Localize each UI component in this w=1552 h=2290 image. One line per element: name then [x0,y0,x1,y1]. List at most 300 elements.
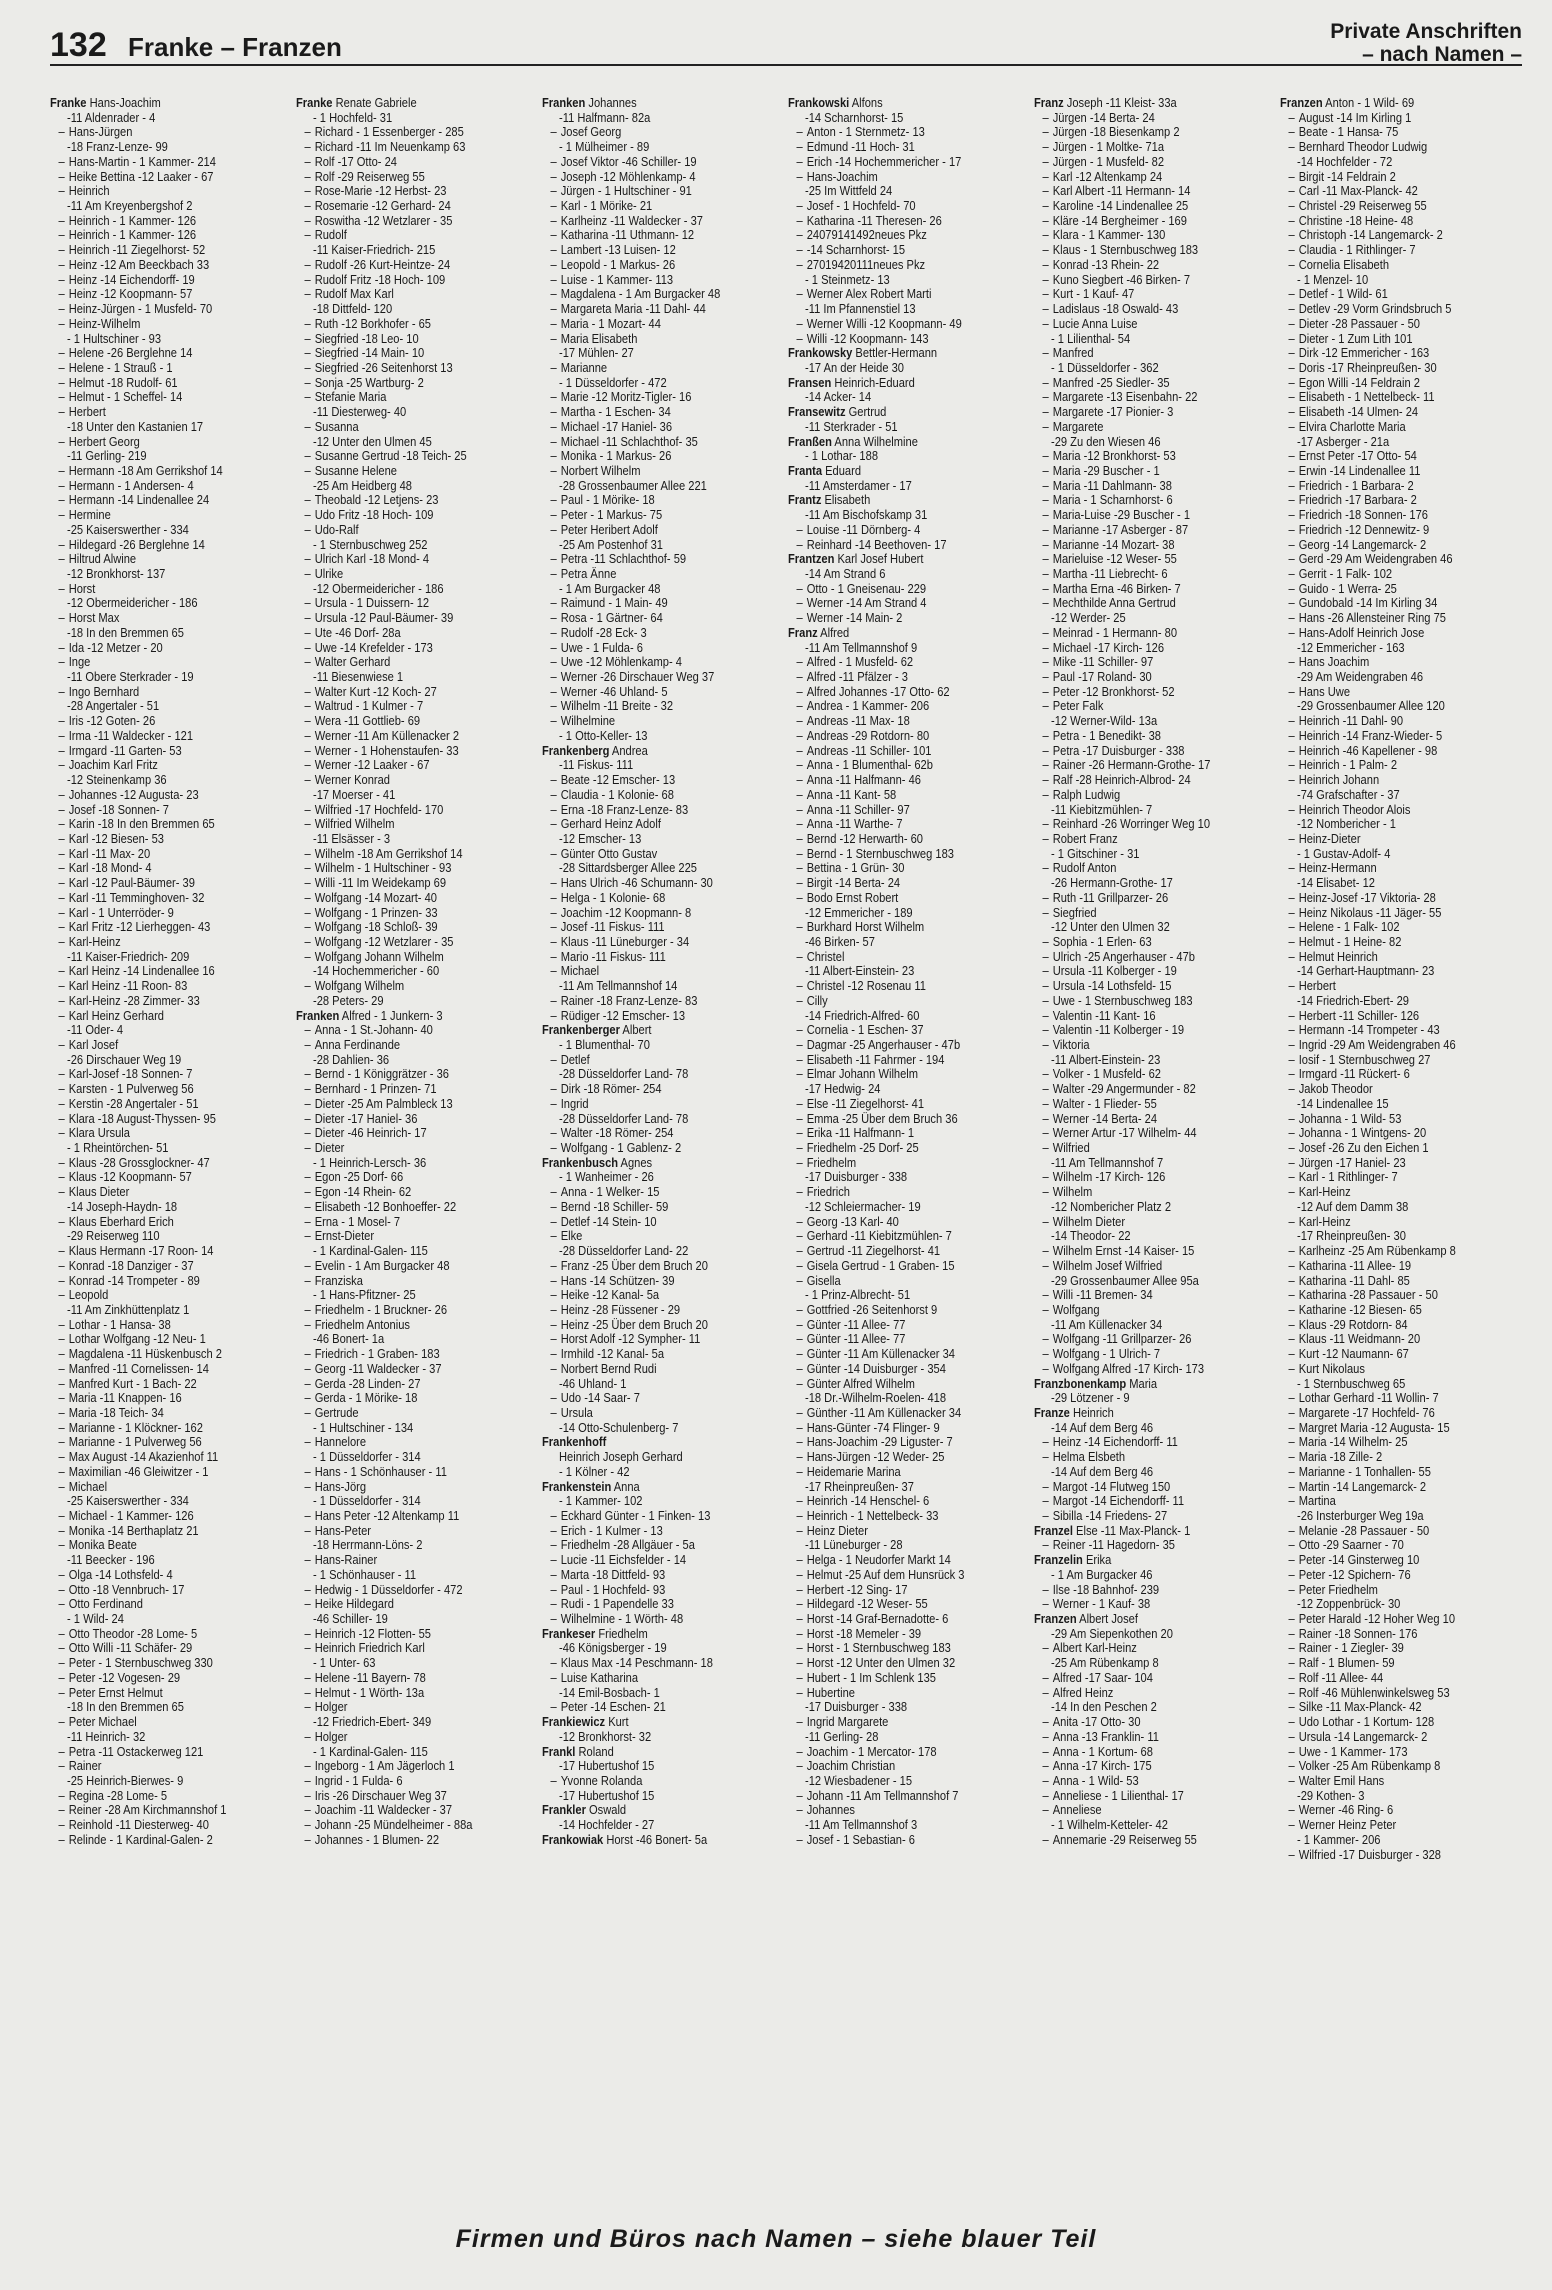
entry-text: Martha - 1 Eschen- 34 [560,404,671,420]
name-entry [788,170,990,185]
name-entry [1280,1583,1482,1598]
entry-text: - 1 Prinz-Albrecht- 51 [805,1287,911,1303]
address-line [296,111,498,126]
entry-text: Paul - 1 Mörike- 18 [560,492,655,508]
entry-text: Margarete -17 Pionier- 3 [1052,404,1174,420]
name-entry [788,1568,990,1583]
entry-text: Jürgen -17 Haniel- 23 [1298,1154,1406,1170]
entry-text: -14 In den Peschen 2 [1051,1699,1157,1715]
entry-text: Elke [560,1228,583,1244]
name-entry [1280,1288,1482,1303]
name-entry [50,1097,252,1112]
address-line [1280,670,1482,685]
dash-marker: – [58,1257,65,1273]
entry-text: Agnes [620,1154,653,1170]
name-entry [50,1067,252,1082]
dash-marker: – [1042,639,1049,655]
dash-marker: – [1288,889,1295,905]
entry-text: Margot -14 Eichendorff- 11 [1052,1493,1185,1509]
name-entry [1034,125,1236,140]
address-line [542,1641,744,1656]
entry-text: Klaus -11 Weidmann- 20 [1298,1331,1421,1347]
dash-marker: – [304,1390,311,1406]
dash-marker: – [550,153,557,169]
name-entry [50,861,252,876]
entry-text: -46 Uhland- 1 [559,1375,627,1391]
entry-text: Wolfgang -12 Wetzlarer - 35 [314,933,454,949]
name-entry [50,1215,252,1230]
entry-text: -14 Elisabet- 12 [1297,875,1375,891]
entry-text: Heinz -12 Am Beeckbach 33 [68,256,210,272]
name-entry [788,1715,990,1730]
address-line [788,1538,990,1553]
name-entry [788,994,990,1009]
entry-text: Ursula -14 Langemarck- 2 [1298,1728,1428,1744]
dash-marker: – [58,1243,65,1259]
entry-text: -11 Heinrich- 32 [67,1728,146,1744]
name-entry [1034,1126,1236,1141]
entry-text: Gerda - 1 Mörike- 18 [314,1390,418,1406]
entry-text: Norbert Wilhelm [560,462,641,478]
entry-text: Otto -18 Vennbruch- 17 [68,1581,185,1597]
dash-marker: – [1288,1669,1295,1685]
entry-text: Manfred Kurt - 1 Bach- 22 [68,1375,197,1391]
dash-marker: – [1042,1581,1049,1597]
entry-text: -11 Am Zinkhüttenplatz 1 [67,1301,190,1317]
name-entry [50,508,252,523]
dash-marker: – [550,330,557,346]
name-entry [50,1244,252,1259]
name-entry [542,243,744,258]
dash-marker: – [304,183,311,199]
dash-marker: – [796,1110,803,1126]
dash-marker: – [304,1095,311,1111]
entry-text: Roland [578,1743,614,1759]
name-entry [1280,935,1482,950]
dash-marker: – [1288,345,1295,361]
name-entry [296,1274,498,1289]
name-entry [50,611,252,626]
entry-text: Werner -14 Am Strand 4 [806,595,927,611]
name-entry [296,641,498,656]
entry-text: Manfred [1052,345,1094,361]
dash-marker: – [1042,1184,1049,1200]
entry-text: Valentin -11 Kant- 16 [1052,1007,1156,1023]
dash-marker: – [796,521,803,537]
entry-text: Claudia - 1 Rithlinger- 7 [1298,242,1416,258]
name-entry [1034,287,1236,302]
entry-text: Wilhelm -18 Am Gerrikshof 14 [314,845,463,861]
entry-text: Hans-Jörg [314,1478,367,1494]
surname-entry [542,1745,744,1760]
entry-text: Ingo Bernhard [68,683,140,699]
entry-text: Relinde - 1 Kardinal-Galen- 2 [68,1831,213,1847]
entry-text: Werner Artur -17 Wilhelm- 44 [1052,1125,1197,1141]
entry-text: -11 Am Tellmannshof 3 [805,1817,918,1833]
entry-text: Cilly [806,992,828,1008]
dash-marker: – [796,1051,803,1067]
name-entry [296,611,498,626]
entry-text: Kläre -14 Bergheimer - 169 [1052,212,1187,228]
dash-marker: – [1288,1817,1295,1833]
dash-marker: – [1288,727,1295,743]
entry-text: Friedhelm Antonius [314,1316,410,1332]
name-entry [1280,714,1482,729]
name-entry [1034,1112,1236,1127]
dash-marker: – [58,1478,65,1494]
entry-text: Dieter [314,1140,345,1156]
address-line [542,861,744,876]
dash-marker: – [1042,1007,1049,1023]
entry-text: Andreas -29 Rotdorn- 80 [806,727,930,743]
entry-text: Friedhelm - 1 Bruckner- 26 [314,1301,448,1317]
name-entry [1280,596,1482,611]
name-entry [1280,1112,1482,1127]
entry-text: Willi -11 Im Weidekamp 69 [314,875,447,891]
entry-text: Horst -46 Bonert- 5a [606,1831,708,1847]
address-line [788,1170,990,1185]
entry-text: Leopold [68,1287,109,1303]
dash-marker: – [1288,713,1295,729]
name-entry [542,1185,744,1200]
entry-text: Rolf -46 Mühlenwinkelsweg 53 [1298,1684,1450,1700]
directory-columns [50,96,1528,2191]
surname: Franzen [1034,1611,1077,1627]
dash-marker: – [1042,183,1049,199]
name-entry [788,1789,990,1804]
address-line [50,1730,252,1745]
entry-text: Christel [806,948,845,964]
dash-marker: – [58,1404,65,1420]
dash-marker: – [58,1581,65,1597]
dash-marker: – [1042,315,1049,331]
name-entry [1034,449,1236,464]
name-entry [296,773,498,788]
entry-text: Otto -29 Saarner - 70 [1298,1537,1404,1553]
dash-marker: – [58,580,65,596]
entry-text: Birgit -14 Feldrain 2 [1298,168,1396,184]
entry-text: -29 Zu den Wiesen 46 [1051,433,1161,449]
dash-marker: – [1042,772,1049,788]
entry-text: Heike Hildegard [314,1596,394,1612]
entry-text: Rose-Marie -12 Herbst- 23 [314,183,447,199]
name-entry [1034,567,1236,582]
name-entry [542,1774,744,1789]
entry-text: Hans Ulrich -46 Schumann- 30 [560,875,713,891]
address-line [788,906,990,921]
entry-text: Peter Ernst Helmut [68,1684,163,1700]
address-line [788,508,990,523]
column-3 [542,96,751,2191]
name-entry [788,788,990,803]
address-line [1034,1818,1236,1833]
entry-text: Lucie Anna Luise [1052,315,1138,331]
dash-marker: – [304,551,311,567]
dash-marker: – [58,1110,65,1126]
column-1 [50,96,259,2191]
dash-marker: – [304,1787,311,1803]
surname-entry [788,96,990,111]
dash-marker: – [796,786,803,802]
name-range: Franke – Franzen [128,32,342,62]
name-entry [296,1023,498,1038]
address-line [1280,964,1482,979]
entry-text: -11 Amsterdamer - 17 [805,477,912,493]
entry-text: Kurt -12 Naumann- 67 [1298,1346,1409,1362]
entry-text: -26 Insterburger Weg 19a [1297,1508,1424,1523]
dash-marker: – [550,1566,557,1582]
dash-marker: – [796,1066,803,1082]
name-entry [542,170,744,185]
address-line [542,1686,744,1701]
entry-text: Iosif - 1 Sternbuschweg 27 [1298,1051,1431,1067]
dash-marker: – [1288,521,1295,537]
address-line [296,582,498,597]
dash-marker: – [304,168,311,184]
name-entry [1034,538,1236,553]
dash-marker: – [58,168,65,184]
entry-text: Lothar - 1 Hansa- 38 [68,1316,171,1332]
name-entry [296,729,498,744]
entry-text: Marianne - 1 Pulverweg 56 [68,1434,202,1450]
dash-marker: – [550,1140,557,1156]
entry-text: -14 Acker- 14 [805,389,872,405]
name-entry [1034,729,1236,744]
entry-text: Günter -11 Allee- 77 [806,1331,906,1347]
entry-text: Heinz-Dieter [1298,830,1361,846]
entry-text: - 1 Steinmetz- 13 [805,271,890,287]
name-entry [50,1671,252,1686]
name-entry [1034,1097,1236,1112]
dash-marker: – [550,315,557,331]
name-entry [1280,140,1482,155]
name-entry [50,1833,252,1848]
entry-text: -14 Friedrich-Ebert- 29 [1297,992,1409,1008]
address-line [50,523,252,538]
entry-text: Karl Heinz -11 Roon- 83 [68,978,188,994]
entry-text: Marianne - 1 Tonhallen- 55 [1298,1463,1431,1479]
name-entry [1280,538,1482,553]
surname: Franßen [788,433,832,449]
name-entry [788,1097,990,1112]
address-line [788,449,990,464]
address-line [542,1450,744,1465]
entry-text: Helga - 1 Kolonie- 68 [560,889,666,905]
name-entry [50,1347,252,1362]
address-line [296,435,498,450]
dash-marker: – [1288,389,1295,405]
entry-text: Günter Alfred Wilhelm [806,1375,915,1391]
name-entry [1034,258,1236,273]
entry-text: Horst [68,580,96,596]
dash-marker: – [58,492,65,508]
dash-marker: – [58,242,65,258]
dash-marker: – [1042,1257,1049,1273]
dash-marker: – [550,1198,557,1214]
entry-text: Rudolf Fritz -18 Hoch- 109 [314,271,446,287]
entry-text: Maria -12 Bronkhorst- 53 [1052,448,1176,464]
dash-marker: – [58,1566,65,1582]
name-entry [542,199,744,214]
dash-marker: – [1042,139,1049,155]
entry-text: Uwe -12 Möhlenkamp- 4 [560,654,682,670]
name-entry [542,596,744,611]
entry-text: Maria - 1 Mozart- 44 [560,315,661,331]
entry-text: - 1 Wilhelm-Ketteler- 42 [1051,1817,1168,1833]
name-entry [1034,1641,1236,1656]
name-entry [542,552,744,567]
dash-marker: – [1288,1110,1295,1126]
name-entry [50,1597,252,1612]
dash-marker: – [796,1228,803,1244]
name-entry [1280,1700,1482,1715]
address-line [1280,788,1482,803]
entry-text: Martin -14 Langemarck- 2 [1298,1478,1427,1494]
entry-text: Andrea - 1 Kammer- 206 [806,698,930,714]
dash-marker: – [796,727,803,743]
surname-entry [788,405,990,420]
name-entry [50,376,252,391]
dash-marker: – [304,198,311,214]
entry-text: Wilfried Wilhelm [314,816,395,832]
name-entry [1280,1553,1482,1568]
name-entry [1280,1848,1482,1863]
column-4 [788,96,997,2191]
entry-text: Eckhard Günter - 1 Finken- 13 [560,1508,711,1523]
dash-marker: – [1042,1537,1049,1553]
entry-text: Peter Friedhelm [1298,1581,1378,1597]
dash-marker: – [1042,727,1049,743]
entry-text: Detlef - 1 Wild- 61 [1298,286,1388,302]
name-entry [1280,1215,1482,1230]
entry-text: -18 Dittfeld- 120 [313,301,393,317]
entry-text: Iris -12 Goten- 26 [68,713,156,729]
address-line [50,950,252,965]
address-line [542,1465,744,1480]
name-entry [542,1583,744,1598]
name-entry [50,184,252,199]
name-entry [50,390,252,405]
entry-text: Doris -17 Rheinpreußen- 30 [1298,359,1437,375]
entry-text: Reinhard -14 Beethoven- 17 [806,536,947,552]
dash-marker: – [304,904,311,920]
name-entry [296,1112,498,1127]
address-line [50,1553,252,1568]
dash-marker: – [550,1081,557,1097]
name-entry [296,1347,498,1362]
entry-text: Werner -46 Uhland- 5 [560,683,668,699]
name-entry [542,1259,744,1274]
name-entry [1280,1671,1482,1686]
entry-text: - 1 Wild- 24 [67,1611,124,1627]
dash-marker: – [58,727,65,743]
dash-marker: – [1288,1478,1295,1494]
name-entry [788,1686,990,1701]
dash-marker: – [304,1684,311,1700]
name-entry [788,523,990,538]
address-line [50,111,252,126]
dash-marker: – [1042,1331,1049,1347]
surname-entry [788,464,990,479]
dash-marker: – [796,713,803,729]
dash-marker: – [1288,109,1295,125]
dash-marker: – [1288,301,1295,317]
dash-marker: – [58,1463,65,1479]
address-line [296,479,498,494]
name-entry [788,332,990,347]
name-entry [542,964,744,979]
dash-marker: – [1042,1095,1049,1111]
dash-marker: – [58,1316,65,1332]
entry-text: Heinrich [1072,1404,1114,1420]
dash-marker: – [796,698,803,714]
dash-marker: – [58,816,65,832]
name-entry [296,861,498,876]
address-line [50,1053,252,1068]
dash-marker: – [1288,654,1295,670]
name-entry [1280,302,1482,317]
entry-text: Margarete [1052,418,1104,434]
name-entry [788,1745,990,1760]
entry-text: -11 Im Pfannenstiel 13 [805,301,916,317]
address-line [788,964,990,979]
entry-text: Maria -11 Dahlmann- 38 [1052,477,1172,493]
name-entry [542,655,744,670]
address-line [788,1391,990,1406]
entry-text: Anna -11 Kant- 58 [806,786,897,802]
entry-text: Heinrich - 1 Nettelbeck- 33 [806,1508,939,1523]
surname-entry [296,96,498,111]
name-entry [1034,582,1236,597]
dash-marker: – [304,683,311,699]
dash-marker: – [304,1110,311,1126]
name-entry [1034,1583,1236,1598]
dash-marker: – [58,433,65,449]
dash-marker: – [796,1758,803,1774]
name-entry [1280,1391,1482,1406]
name-entry [296,214,498,229]
dash-marker: – [1288,1213,1295,1229]
entry-text: Bernd -18 Schiller- 59 [560,1198,669,1214]
dash-marker: – [1288,1331,1295,1347]
dash-marker: – [304,1831,311,1847]
dash-marker: – [1288,124,1295,140]
dash-marker: – [304,1184,311,1200]
dash-marker: – [796,1522,803,1538]
entry-text: -14 Hochfelder - 27 [559,1817,655,1833]
name-entry [542,641,744,656]
dash-marker: – [796,1346,803,1362]
dash-marker: – [1288,242,1295,258]
dash-marker: – [1288,1346,1295,1362]
dash-marker: – [58,1346,65,1362]
entry-text: - 1 Otto-Keller- 13 [559,727,648,743]
name-entry [296,979,498,994]
dash-marker: – [1288,1846,1295,1862]
entry-text: Michael -17 Kirch- 126 [1052,639,1165,655]
entry-text: Willi -11 Bremen- 34 [1052,1287,1153,1303]
address-line [296,1715,498,1730]
dash-marker: – [58,1537,65,1553]
entry-text: -14 Scharnhorst- 15 [806,242,906,258]
surname: Frankenbusch [542,1154,619,1170]
name-entry [1280,773,1482,788]
entry-text: Rolf -17 Otto- 24 [314,153,397,169]
dash-marker: – [1042,1066,1049,1082]
name-entry [1034,228,1236,243]
dash-marker: – [58,1095,65,1111]
dash-marker: – [796,1552,803,1568]
